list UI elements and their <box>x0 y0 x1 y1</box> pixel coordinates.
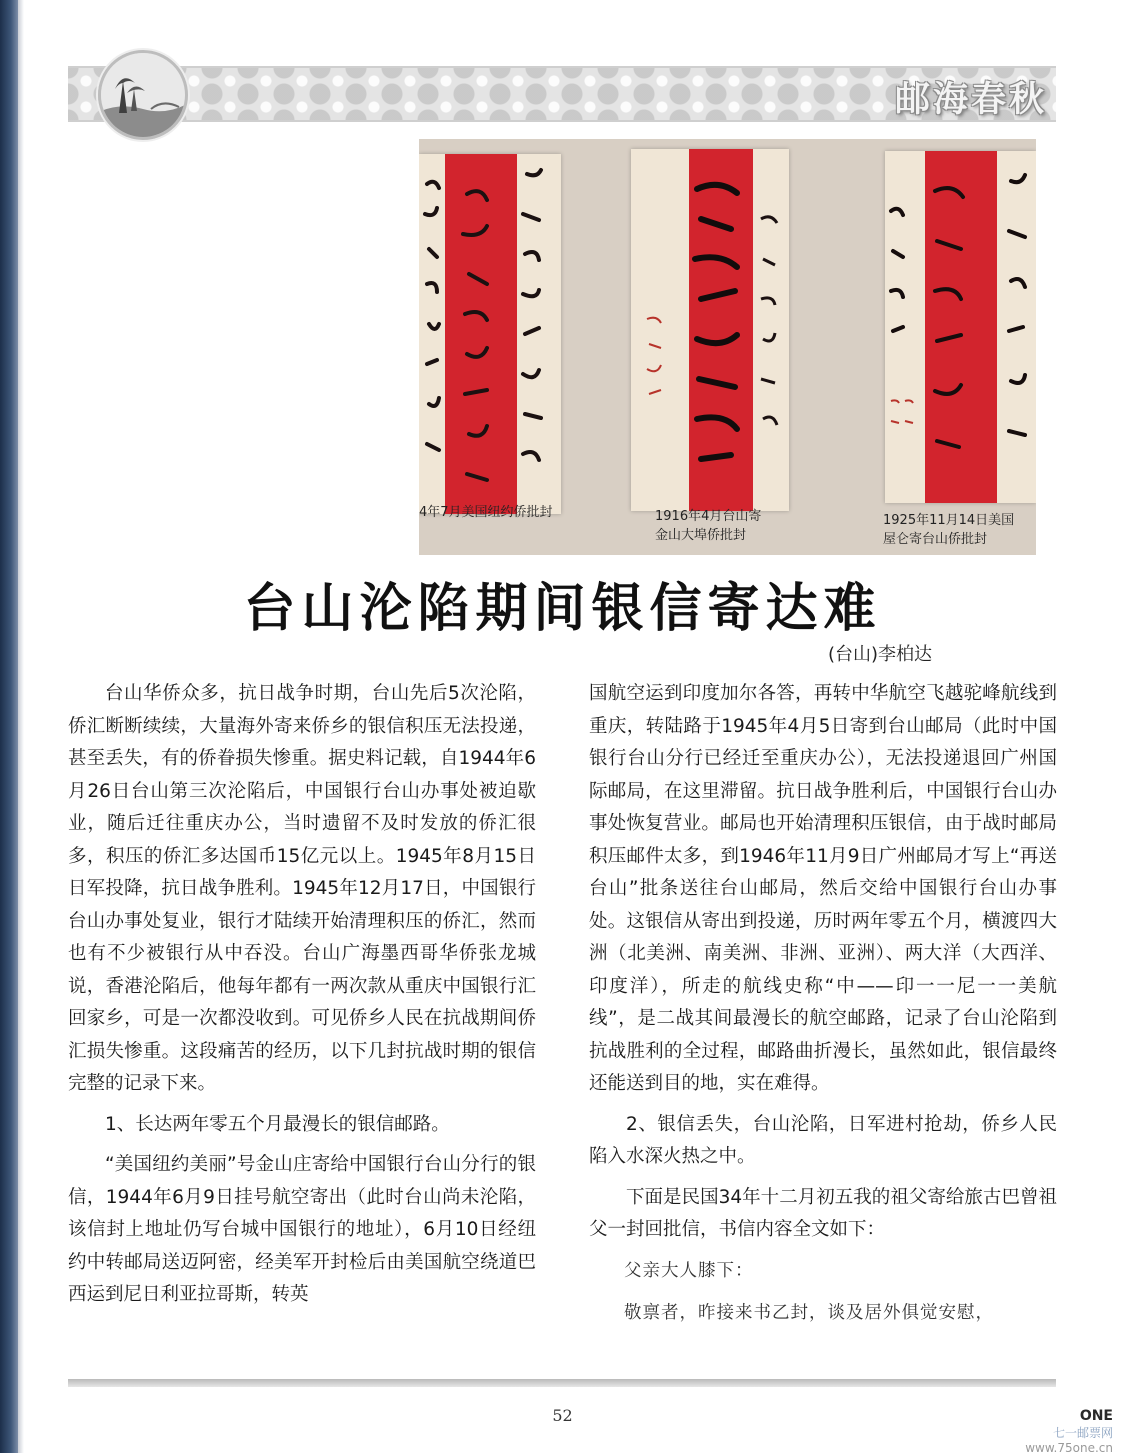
envelope-1-brush-strokes <box>419 154 561 514</box>
article-title: 台山沦陷期间银信寄达难 <box>243 578 882 639</box>
paragraph-heading-1: 1、长达两年零五个月最漫长的银信邮路。 <box>105 1113 450 1135</box>
envelope-1 <box>419 154 561 514</box>
photo-caption-2a: 1916年4月台山寄 <box>655 509 762 524</box>
binding-strip <box>0 0 18 1453</box>
watermark-logo: ONE <box>1079 1408 1113 1424</box>
paragraph-route-continued: 国航空运到印度加尔各答，再转中华航空飞越驼峰航线到重庆，转陆路于1945年4月5日寄到台山邮局（此时中国银行台山分行已经迁至重庆办公），无法投递退回广州国际邮局，在这里滞留。抗日战争胜利后，中国银行台山办事处恢复营业。邮局也开始清理积压银信，由于战时邮局积压邮件太多，到1946年11月9日广州邮局才写上“再送台山”批条送往台山邮局，然后交给中国银行台山办事处。这银信从寄出到投递，历时两年零五个月，横渡四大洲（北美洲、南美洲、非洲、亚洲）、两大洋（大西洋、印度洋），所走的航线史称“中——印一一尼一一美航线”，是二战其间最漫长的航空邮路，记录了台山沦陷到抗战胜利的全过程，邮路曲折漫长，虽然如此，银信最终还能送到目的地，实在难得。 <box>589 683 1057 1094</box>
paragraph-letter-intro: 下面是民国34年十二月初五我的祖父寄给旅古巴曾祖父一封回批信，书信内容全文如下： <box>589 1186 1057 1240</box>
letter-salutation: 父亲大人膝下： <box>624 1260 754 1281</box>
right-column <box>589 678 1057 1330</box>
page-number: 52 <box>552 1406 573 1425</box>
envelope-2 <box>631 149 789 511</box>
photo-caption-1: 4年7月美国纽约侨批封 <box>419 505 553 520</box>
site-watermark <box>1025 1408 1113 1455</box>
envelopes-photo <box>419 139 1036 555</box>
watermark-url: www.75one.cn <box>1025 1441 1113 1455</box>
envelope-3 <box>885 151 1036 503</box>
paragraph-intro: 台山华侨众多，抗日战争时期，台山先后5次沦陷，侨汇断断续续，大量海外寄来侨乡的银信积压无法投递，甚至丢失，有的侨眷损失惨重。据史料记载，自1944年6月26日台山第三次沦陷后，中国银行台山办事处被迫歇业，随后迁往重庆办公，当时遗留不及时发放的侨汇很多，积压的侨汇多达国币15亿元以上。1945年8月15日日军投降，抗日战争胜利。1945年12月17日，中国银行台山办事处复业，银行才陆续开始清理积压的侨汇，然而也有不少被银行从中吞没。台山广海墨西哥华侨张龙城说，香港沦陷后，他每年都有一两次款从重庆中国银行汇回家乡，可是一次都没收到。可见侨乡人民在抗战期间侨汇损失惨重。这段痛苦的经历，以下几封抗战时期的银信完整的记录下来。 <box>68 683 536 1094</box>
landscape-emblem-icon <box>98 50 188 140</box>
letter-line-1: 敬禀者，昨接来书乙封，谈及居外俱觉安慰， <box>624 1303 994 1323</box>
footer-rule <box>68 1379 1056 1387</box>
paragraph-heading-2: 2、银信丢失，台山沦陷，日军进村抢劫，侨乡人民陷入水深火热之中。 <box>589 1113 1057 1167</box>
watermark-site-name: 七一邮票网 <box>1052 1426 1113 1440</box>
section-name: 邮海春秋 <box>894 80 1047 120</box>
envelope-3-brush-strokes <box>885 151 1036 503</box>
envelope-2-brush-strokes <box>631 149 789 511</box>
left-column <box>68 678 536 1312</box>
photo-caption-2b: 金山大埠侨批封 <box>655 528 747 543</box>
article-byline: (台山)李柏达 <box>828 644 933 665</box>
photo-caption-3a: 1925年11月14日美国 <box>883 513 1015 528</box>
binding-edge <box>18 0 24 1453</box>
photo-caption-3b: 屋仑寄台山侨批封 <box>883 532 988 547</box>
paragraph-route-start: “美国纽约美丽”号金山庄寄给中国银行台山分行的银信，1944年6月9日挂号航空寄出（此时台山尚未沦陷，该信封上地址仍写台城中国银行的地址），6月10日经纽约中转邮局送迈阿密，经美军开封检后由美国航空绕道巴西运到尼日利亚拉哥斯，转英 <box>68 1154 536 1305</box>
